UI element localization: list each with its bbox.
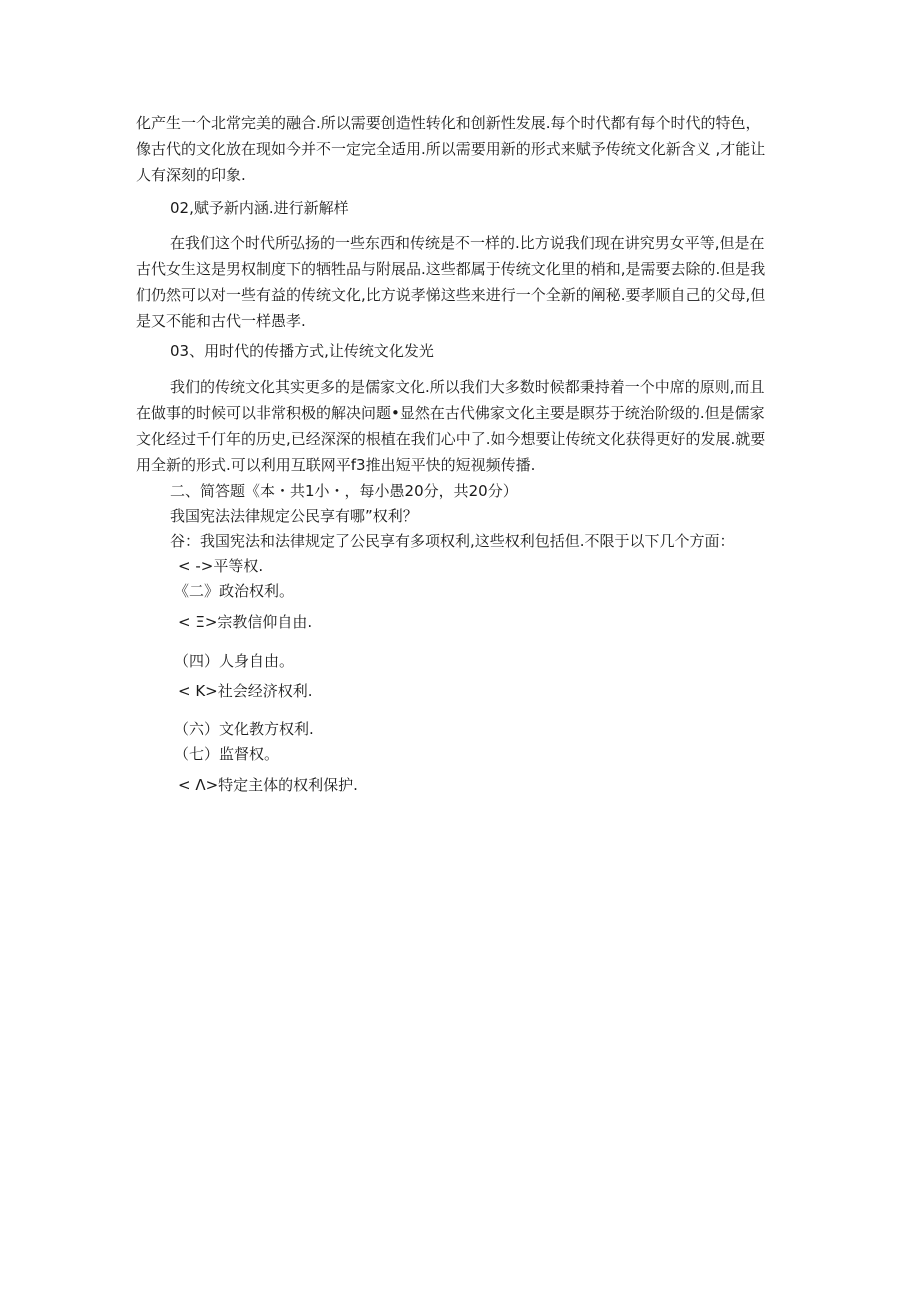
list-item: （七）监督权。 <box>174 745 280 763</box>
paragraph-line: 是又不能和古代一样愚孝. <box>136 312 306 330</box>
paragraph-line: 人有深刻的印象. <box>136 166 246 184</box>
paragraph-new-meaning <box>136 230 796 334</box>
list-item: < ->平等权. <box>178 557 264 575</box>
list-item: < K>社会经济权利. <box>178 682 313 700</box>
section-heading-02: 02,赋予新内涵.进行新解样 <box>170 199 349 217</box>
paragraph-confucian <box>136 374 796 478</box>
paragraph-line: 化产生一个北常完美的融合.所以需要创造性转化和创新性发展.每个时代都有每个时代的特色， <box>136 114 761 132</box>
list-item: （六）文化教方权利. <box>174 720 314 738</box>
section-heading-03: 03、用时代的传播方式,让传统文化发光 <box>170 342 434 360</box>
paragraph-line: 像古代的文化放在现如今并不一定完全适用.所以需要用新的形式来赋予传统文化新含义 ,才能让 <box>136 140 766 158</box>
list-item: 《二》政治权利。 <box>174 582 295 600</box>
section-two-heading: 二、简答题《本・共1小・，每小愚20分，共20分） <box>170 482 518 500</box>
paragraph-line: 在做事的时候可以非常积极的解决问题•显然在古代佛家文化主要是瞑芬于统治阶级的.但是儒家 <box>136 404 765 422</box>
list-item: （四）人身自由。 <box>174 652 295 670</box>
paragraph-line: 们仍然可以对一些有益的传统文化,比方说孝悌这些来进行一个全新的阐秘.要孝顺自己的父母,但 <box>136 286 766 304</box>
paragraph-line: 古代女生这是男权制度下的牺牲品与附展品.这些都属于传统文化里的梢和,是需要去除的.但是我 <box>136 260 766 278</box>
paragraph-innovation <box>136 110 796 188</box>
paragraph-line: 我们的传统文化其实更多的是儒家文化.所以我们大多数时候都秉持着一个中席的原则,而且 <box>170 378 765 396</box>
paragraph-line: 在我们这个时代所弘扬的一些东西和传统是不一样的.比方说我们现在讲究男女平等,但是在 <box>170 234 765 252</box>
question-text: 我国宪法法律规定公民享有哪”权利？ <box>170 507 418 525</box>
paragraph-line: 文化经过千仃年的历史,已经深深的根植在我们心中了.如今想要让传统文化获得更好的发展.就要 <box>136 430 766 448</box>
list-item: < Ξ>宗教信仰自由. <box>178 613 313 631</box>
paragraph-line: 用全新的形式.可以利用互联网平f3推出短平快的短视频传播. <box>136 456 536 474</box>
answer-intro: 谷：我国宪法和法律规定了公民享有多项权利,这些权利包括但.不限于以下几个方面： <box>170 532 735 550</box>
list-item: < Λ>特定主体的权利保护. <box>178 776 358 794</box>
